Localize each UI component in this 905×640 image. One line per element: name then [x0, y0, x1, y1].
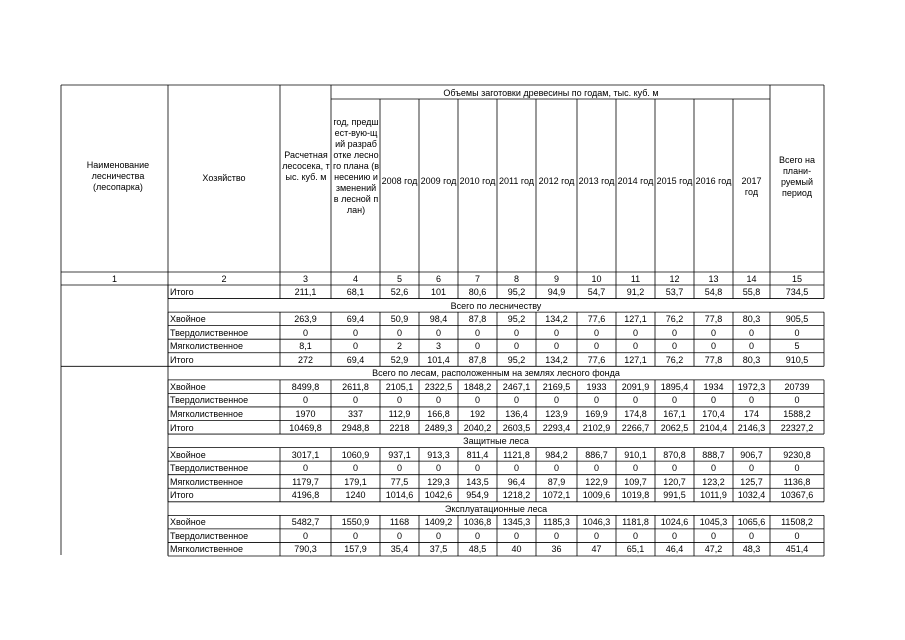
- column-number: 7: [474, 274, 480, 284]
- table-cell: 91,2: [626, 287, 645, 297]
- header-volumes-title: Объемы заготовки древесины по годам, тыс. куб. м: [443, 88, 659, 98]
- table-cell: 1848,2: [463, 381, 492, 392]
- table-cell: 54,7: [587, 287, 606, 297]
- table-cell: 2467,1: [502, 381, 531, 392]
- table-cell: 37,5: [429, 544, 448, 555]
- table-cell: 127,1: [624, 314, 647, 325]
- table-cell: 337: [347, 408, 364, 419]
- table-cell: 0: [632, 530, 638, 541]
- row-label: Твердолиственное: [170, 395, 249, 406]
- table-cell: 53,7: [665, 287, 684, 297]
- table-cell: 96,4: [507, 476, 526, 487]
- table-cell: 888,7: [702, 449, 725, 460]
- header-year: 2016 год: [695, 176, 732, 186]
- table-cell: 112,9: [388, 408, 411, 419]
- table-cell: 2146,3: [737, 422, 766, 433]
- table-cell: 77,8: [704, 354, 723, 365]
- table-cell: 40: [511, 544, 522, 555]
- table-cell: 20739: [784, 381, 810, 392]
- table-cell: 0: [513, 327, 519, 338]
- table-cell: 9230,8: [783, 449, 811, 460]
- table-cell: 1409,2: [424, 517, 453, 528]
- row-label: Хвойное: [170, 314, 206, 325]
- table-cell: 47: [591, 544, 602, 555]
- table-cell: 52,6: [390, 287, 409, 297]
- column-number: 8: [513, 274, 519, 284]
- table-cell: 77,6: [587, 354, 606, 365]
- header-cutting-area: Расчетная лесосека, тыс. куб. м: [282, 150, 330, 182]
- table-cell: 101: [430, 287, 447, 297]
- column-number: 11: [630, 274, 641, 284]
- table-cell: 910,5: [785, 354, 809, 365]
- table-cell: 48,5: [468, 544, 487, 555]
- table-cell: 1345,3: [502, 517, 531, 528]
- table-cell: 2948,8: [341, 422, 370, 433]
- table-cell: 125,7: [740, 476, 763, 487]
- column-number: 15: [791, 274, 802, 284]
- table-cell: 2603,5: [502, 422, 531, 433]
- table-cell: 174,8: [624, 408, 647, 419]
- table-cell: 1042,6: [424, 490, 453, 501]
- table-cell: 0: [710, 341, 716, 352]
- table-cell: 1972,3: [737, 381, 766, 392]
- table-cell: 0: [352, 463, 358, 474]
- row-label: Хвойное: [170, 381, 206, 392]
- table-cell: 0: [710, 395, 716, 406]
- table-cell: 0: [553, 530, 559, 541]
- table-cell: 48,3: [742, 544, 761, 555]
- table-cell: 10469,8: [289, 422, 322, 433]
- table-cell: 0: [553, 463, 559, 474]
- row-label: Хвойное: [170, 449, 206, 460]
- row-label: Твердолиственное: [170, 327, 249, 338]
- table-cell: 2105,1: [385, 381, 414, 392]
- table-cell: 1934: [703, 381, 724, 392]
- table-cell: 1065,6: [737, 517, 766, 528]
- table-cell: 123,2: [702, 476, 725, 487]
- table-cell: 0: [352, 530, 358, 541]
- row-label: Мягколиственное: [170, 341, 244, 352]
- table-cell: 129,3: [427, 476, 450, 487]
- table-cell: 10367,6: [780, 490, 814, 501]
- table-cell: 0: [352, 341, 358, 352]
- table-cell: 0: [632, 341, 638, 352]
- table-cell: 272: [297, 354, 314, 365]
- column-number: 4: [352, 274, 358, 284]
- table-cell: 1011,9: [700, 490, 727, 501]
- table-cell: 123,9: [545, 408, 568, 419]
- header-year: 2017 год: [741, 176, 762, 197]
- table-cell: 179,1: [344, 476, 367, 487]
- table-cell: 0: [435, 327, 441, 338]
- table-cell: 0: [435, 530, 441, 541]
- table-cell: 0: [302, 395, 308, 406]
- row-label: Твердолиственное: [170, 530, 249, 541]
- table-cell: 0: [352, 327, 358, 338]
- column-number: 3: [302, 274, 308, 284]
- table-cell: 0: [302, 530, 308, 541]
- table-cell: 0: [748, 530, 754, 541]
- table-cell: 1136,8: [783, 476, 811, 487]
- table-cell: 174: [743, 408, 760, 419]
- table-cell: 811,4: [466, 449, 489, 460]
- table-cell: 95,2: [507, 314, 526, 325]
- table-cell: 0: [474, 327, 480, 338]
- table-cell: 1185,3: [543, 517, 570, 528]
- header-year: 2012 год: [538, 176, 575, 186]
- table-cell: 0: [474, 530, 480, 541]
- table-cell: 1550,9: [341, 517, 370, 528]
- column-number: 13: [708, 274, 719, 284]
- table-cell: 69,4: [346, 354, 365, 365]
- table-cell: 0: [794, 463, 800, 474]
- table-cell: 211,1: [294, 287, 317, 297]
- table-cell: 0: [593, 327, 599, 338]
- column-number: 5: [396, 274, 402, 284]
- table-cell: 170,4: [702, 408, 725, 419]
- table-cell: 2322,5: [424, 381, 453, 392]
- column-number: 12: [669, 274, 680, 284]
- table-cell: 2611,8: [342, 381, 369, 392]
- table-cell: 2104,4: [699, 422, 728, 433]
- table-cell: 1895,4: [660, 381, 689, 392]
- table-cell: 0: [710, 463, 716, 474]
- table-cell: 0: [748, 341, 754, 352]
- table-cell: 0: [396, 530, 402, 541]
- table-cell: 2091,9: [621, 381, 650, 392]
- table-cell: 1240: [345, 490, 366, 501]
- header-year: 2011 год: [499, 176, 534, 186]
- table-cell: 905,5: [785, 314, 809, 325]
- table-cell: 0: [748, 327, 754, 338]
- table-cell: 157,9: [344, 544, 367, 555]
- table-cell: 166,8: [427, 408, 450, 419]
- table-cell: 0: [352, 395, 358, 406]
- table-cell: 68,1: [346, 287, 365, 297]
- table-cell: 2: [396, 341, 402, 352]
- table-cell: 1933: [586, 381, 607, 392]
- table-cell: 169,9: [585, 408, 608, 419]
- table-cell: 0: [671, 463, 677, 474]
- table-cell: 54,8: [704, 287, 723, 297]
- table-cell: 8499,8: [291, 381, 320, 392]
- table-cell: 36: [551, 544, 562, 555]
- table-cell: 1045,3: [699, 517, 728, 528]
- table-cell: 0: [671, 395, 677, 406]
- table-cell: 5482,7: [291, 517, 320, 528]
- table-cell: 47,2: [704, 544, 723, 555]
- table-cell: 913,3: [427, 449, 450, 460]
- table-cell: 0: [593, 463, 599, 474]
- table-cell: 0: [593, 530, 599, 541]
- table-cell: 0: [632, 395, 638, 406]
- table-cell: 35,4: [390, 544, 409, 555]
- table-cell: 0: [593, 341, 599, 352]
- row-label: Итого: [170, 287, 194, 297]
- table-cell: 790,3: [294, 544, 317, 555]
- table-cell: 0: [474, 341, 480, 352]
- column-number: 1: [111, 274, 117, 284]
- header-year: 2013 год: [578, 176, 615, 186]
- row-label: Мягколиственное: [170, 544, 244, 555]
- table-cell: 69,4: [346, 314, 365, 325]
- table-cell: 1121,8: [503, 449, 530, 460]
- table-cell: 1218,2: [502, 490, 531, 501]
- column-number: 6: [435, 274, 441, 284]
- table-cell: 0: [302, 327, 308, 338]
- table-cell: 1024,6: [660, 517, 689, 528]
- table-cell: 937,1: [388, 449, 411, 460]
- table-cell: 0: [710, 327, 716, 338]
- column-number: 9: [553, 274, 559, 284]
- table-cell: 906,7: [740, 449, 763, 460]
- table-cell: 143,5: [466, 476, 489, 487]
- table-cell: 2293,4: [542, 422, 571, 433]
- table-cell: 0: [794, 395, 800, 406]
- table-cell: 134,2: [545, 314, 568, 325]
- table-cell: 0: [435, 463, 441, 474]
- table-cell: 2266,7: [621, 422, 650, 433]
- table-cell: 0: [435, 395, 441, 406]
- table-cell: 1179,7: [292, 476, 319, 487]
- row-label: Твердолиственное: [170, 463, 249, 474]
- header-year: 2009 год: [420, 176, 457, 186]
- table-cell: 76,2: [665, 314, 684, 325]
- table-cell: 127,1: [624, 354, 647, 365]
- table-cell: 910,1: [624, 449, 647, 460]
- table-cell: 0: [553, 395, 559, 406]
- row-label: Мягколиственное: [170, 476, 244, 487]
- header-year: 2008 год: [381, 176, 418, 186]
- table-cell: 192: [469, 408, 486, 419]
- row-label: Итого: [170, 354, 194, 365]
- table-cell: 98,4: [429, 314, 448, 325]
- table-cell: 1181,8: [622, 517, 649, 528]
- table-cell: 22327,2: [780, 422, 814, 433]
- header-year: 2014 год: [617, 176, 654, 186]
- header-farm: Хозяйство: [202, 173, 246, 183]
- table-cell: 0: [396, 327, 402, 338]
- table-cell: 94,9: [547, 287, 566, 297]
- table-cell: 0: [748, 463, 754, 474]
- table-cell: 95,2: [507, 287, 526, 297]
- table-cell: 1019,8: [621, 490, 650, 501]
- table-cell: 76,2: [665, 354, 684, 365]
- table-cell: 1032,4: [737, 490, 766, 501]
- row-label: Итого: [170, 422, 194, 433]
- table-cell: 870,8: [663, 449, 686, 460]
- table-cell: 451,4: [785, 544, 809, 555]
- table-cell: 80,6: [468, 287, 487, 297]
- table-cell: 87,9: [547, 476, 566, 487]
- table-cell: 2169,5: [542, 381, 571, 392]
- row-label: Мягколиственное: [170, 408, 244, 419]
- table-cell: 5: [794, 341, 800, 352]
- table-cell: 3: [435, 341, 441, 352]
- table-cell: 0: [396, 395, 402, 406]
- table-cell: 0: [794, 327, 800, 338]
- table-cell: 954,9: [466, 490, 489, 501]
- table-cell: 2040,2: [463, 422, 492, 433]
- table-cell: 77,5: [390, 476, 409, 487]
- table-cell: 0: [748, 395, 754, 406]
- table-cell: 65,1: [626, 544, 645, 555]
- table-cell: 0: [513, 395, 519, 406]
- header-prev-year: год, предшест-вую-щий разработке лесного плана (внесению изменений в лесной план): [333, 117, 379, 215]
- header-year: 2015 год: [656, 176, 693, 186]
- table-cell: 52,9: [390, 354, 409, 365]
- table-cell: 80,3: [742, 354, 761, 365]
- table-cell: 0: [474, 395, 480, 406]
- column-number: 10: [591, 274, 602, 284]
- table-cell: 80,3: [742, 314, 761, 325]
- table-cell: 4196,8: [291, 490, 320, 501]
- table-cell: 1588,2: [783, 408, 811, 419]
- table-cell: 8,1: [299, 341, 312, 352]
- table-cell: 46,4: [665, 544, 684, 555]
- table-cell: 263,9: [294, 314, 317, 325]
- table-cell: 0: [671, 530, 677, 541]
- table-cell: 109,7: [624, 476, 647, 487]
- table-cell: 0: [513, 341, 519, 352]
- table-cell: 167,1: [663, 408, 686, 419]
- table-cell: 0: [632, 463, 638, 474]
- table-cell: 0: [553, 327, 559, 338]
- table-cell: 136,4: [505, 408, 528, 419]
- section-row: Защитные леса: [463, 436, 529, 447]
- table-cell: 0: [513, 530, 519, 541]
- table-cell: 0: [710, 530, 716, 541]
- table-cell: 3017,1: [291, 449, 320, 460]
- table-cell: 1072,1: [542, 490, 571, 501]
- section-row: Всего по лесничеству: [450, 300, 542, 311]
- column-number: 2: [221, 274, 227, 284]
- header-forestry-name: Наименование лесничества (лесопарка): [86, 160, 150, 192]
- table-cell: 0: [302, 463, 308, 474]
- table-cell: 0: [513, 463, 519, 474]
- table-cell: 77,6: [587, 314, 606, 325]
- table-cell: 122,9: [585, 476, 608, 487]
- table-cell: 87,8: [468, 354, 487, 365]
- table-cell: 1970: [295, 408, 316, 419]
- table-cell: 1046,3: [582, 517, 611, 528]
- section-row: Эксплуатационные леса: [444, 503, 548, 514]
- table-cell: 101,4: [427, 354, 450, 365]
- table-cell: 991,5: [663, 490, 686, 501]
- column-number: 14: [746, 274, 757, 284]
- row-label: Итого: [170, 490, 194, 501]
- table-cell: 0: [553, 341, 559, 352]
- table-cell: 87,8: [468, 314, 487, 325]
- table-cell: 1009,6: [582, 490, 611, 501]
- header-year: 2010 год: [459, 176, 496, 186]
- table-cell: 50,9: [390, 314, 409, 325]
- table-cell: 1036,8: [463, 517, 492, 528]
- table-cell: 0: [794, 530, 800, 541]
- table-cell: 886,7: [585, 449, 608, 460]
- table-cell: 2218: [389, 422, 410, 433]
- table-cell: 0: [671, 341, 677, 352]
- header-total-period: Всего на плани-руемый период: [778, 155, 816, 198]
- table-cell: 734,5: [785, 287, 809, 297]
- table-cell: 1168: [389, 517, 410, 528]
- table-cell: 0: [671, 327, 677, 338]
- table-cell: 55,8: [742, 287, 761, 297]
- table-cell: 77,8: [704, 314, 723, 325]
- table-cell: 11508,2: [781, 517, 813, 528]
- table-cell: 0: [593, 395, 599, 406]
- table-cell: 120,7: [663, 476, 686, 487]
- row-label: Хвойное: [170, 517, 206, 528]
- table-cell: 0: [474, 463, 480, 474]
- table-cell: 0: [396, 463, 402, 474]
- table-cell: 2062,5: [660, 422, 689, 433]
- table-cell: 95,2: [507, 354, 526, 365]
- table-cell: 984,2: [545, 449, 568, 460]
- table-cell: 1014,6: [385, 490, 414, 501]
- table-cell: 1060,9: [341, 449, 370, 460]
- section-row: Всего по лесам, расположенным на землях лесного фонда: [372, 368, 620, 379]
- table-cell: 2102,9: [582, 422, 611, 433]
- table-cell: 0: [632, 327, 638, 338]
- table-cell: 134,2: [545, 354, 568, 365]
- table-cell: 2489,3: [424, 422, 453, 433]
